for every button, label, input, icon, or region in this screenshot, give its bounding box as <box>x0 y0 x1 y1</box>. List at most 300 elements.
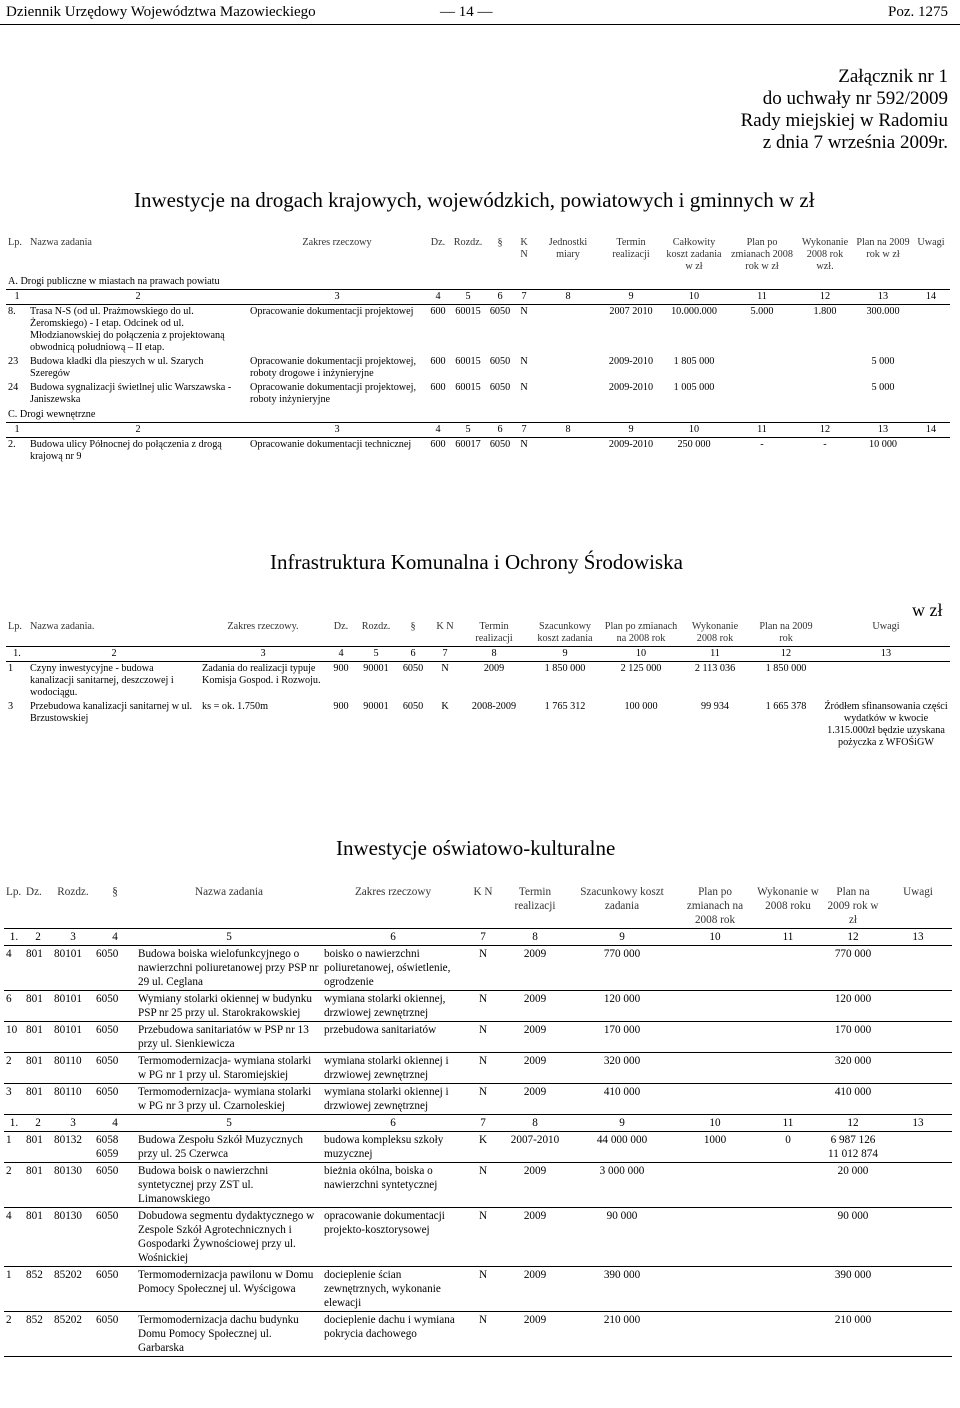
column-number: 3 <box>200 647 326 662</box>
table-cell <box>754 991 822 1022</box>
table-cell <box>676 1208 754 1267</box>
table-cell: 3 <box>4 1084 24 1115</box>
column-number-row <box>6 423 950 438</box>
table-cell: 90 000 <box>822 1208 884 1267</box>
table-cell <box>676 946 754 991</box>
table-cell: 90001 <box>363 701 389 712</box>
table-cell: Termomodernizacja- wymiana stolarki w PG nr 1 przy ul. Staromiejskiej <box>136 1053 322 1084</box>
column-header: § <box>497 237 503 248</box>
table-cell <box>884 1312 952 1357</box>
table-cell: 1 <box>4 1132 24 1163</box>
table-cell: 2009 <box>502 1084 568 1115</box>
table-cell: 60015 <box>455 356 481 367</box>
column-header: Wykonanie 2008 rok wzł. <box>801 237 849 272</box>
table-cell: Budowa boisk o nawierzchni syntetycznej przy ZST ul. Limanowskiego <box>136 1163 322 1208</box>
table-cell: 2009 <box>502 1208 568 1267</box>
table-cell: 90 000 <box>568 1208 676 1267</box>
table-cell <box>912 381 950 407</box>
column-number-row <box>4 1115 952 1132</box>
table-cell: 801 <box>24 1208 52 1267</box>
column-number: 1 <box>6 290 28 305</box>
table-cell: 801 <box>24 1132 52 1163</box>
table-cell: 1 <box>4 1267 24 1312</box>
table-cell: 801 <box>24 991 52 1022</box>
column-number-row <box>4 929 952 946</box>
table-cell: 10.000.000 <box>671 306 717 317</box>
table-cell: 390 000 <box>568 1267 676 1312</box>
column-number: 9 <box>568 929 676 946</box>
column-header: Lp. <box>6 886 22 898</box>
table-cell: 3 <box>8 701 14 712</box>
table-cell: boisko o nawierzchni poliuretanowej, oświetlenie, ogrodzenie <box>322 946 464 991</box>
table-cell <box>676 1163 754 1208</box>
table-cell: 852 <box>24 1267 52 1312</box>
table-cell <box>754 946 822 991</box>
table-cell <box>912 438 950 465</box>
column-header: Dz. <box>333 621 349 632</box>
column-number: 10 <box>660 423 728 438</box>
table-cell <box>754 1312 822 1357</box>
table-cell: K <box>441 701 449 712</box>
table-cell: Trasa N-S (od ul. Prażmowskiego do ul. Żeromskiego) - I etap. Odcinek od ul. Młodzianowskiej do połączenia z projektowaną obwodnicą południową – II etap. <box>30 306 225 353</box>
table-cell: 2009 <box>502 1267 568 1312</box>
table-cell <box>676 1267 754 1312</box>
table-row <box>6 700 950 750</box>
table-row <box>4 1208 952 1267</box>
column-header: Całkowity koszt zadania w zł <box>666 237 722 272</box>
table-cell: Termomodernizacja dachu budynku Domu Pomocy Społecznej ul. Garbarska <box>136 1312 322 1357</box>
table-row <box>6 381 950 407</box>
table-cell: 1000 <box>676 1132 754 1163</box>
table-cell: 120 000 <box>822 991 884 1022</box>
table-cell <box>754 1084 822 1115</box>
table-cell <box>676 1084 754 1115</box>
table-cell: Termomodernizacja pawilonu w Domu Pomocy Społecznej ul. Wyścigowa <box>136 1267 322 1312</box>
table-cell: 2009 <box>502 1053 568 1084</box>
column-header: Nazwa zadania. <box>30 621 95 632</box>
column-number: 13 <box>884 1115 952 1132</box>
column-number: 11 <box>754 929 822 946</box>
column-number: 12 <box>822 929 884 946</box>
table-cell: 120 000 <box>568 991 676 1022</box>
table-cell: 2. <box>8 439 16 450</box>
table-cell: 410 000 <box>568 1084 676 1115</box>
column-number: 6 <box>486 290 514 305</box>
table-cell: 900 <box>333 663 349 674</box>
table-cell: 1.800 <box>813 306 837 317</box>
section-row <box>6 274 950 290</box>
table-cell <box>884 991 952 1022</box>
table-cell: 6050 <box>94 1084 136 1115</box>
column-header: Szacunkowy koszt zadania <box>537 621 593 644</box>
table-cell: 801 <box>24 1084 52 1115</box>
table-cell <box>884 1053 952 1084</box>
table-cell <box>912 305 950 356</box>
table-cell <box>676 991 754 1022</box>
table-row <box>4 991 952 1022</box>
table-cell: 320 000 <box>822 1053 884 1084</box>
table-cell: Przebudowa kanalizacji sanitarnej w ul. Brzustowskiej <box>30 701 193 724</box>
table-cell: 10 <box>4 1022 24 1053</box>
column-number: 7 <box>464 1115 502 1132</box>
table-cell: 2009 <box>502 1163 568 1208</box>
table-cell: Opracowanie dokumentacji technicznej <box>250 439 412 450</box>
column-number: 13 <box>884 929 952 946</box>
annex-line: Rady miejskiej w Radomiu <box>740 110 948 131</box>
column-number: 3 <box>248 290 426 305</box>
column-header: Zakres rzeczowy. <box>227 621 299 632</box>
table-cell: Termomodernizacja- wymiana stolarki w PG nr 3 przy ul. Czarnoleskiej <box>136 1084 322 1115</box>
section-title-roads: Inwestycje na drogach krajowych, wojewódzkich, powiatowych i gminnych w zł <box>134 188 815 212</box>
column-header: Uwagi <box>917 237 945 248</box>
table-cell <box>912 355 950 381</box>
table-cell: 600 <box>430 306 446 317</box>
table-cell <box>754 1208 822 1267</box>
column-header: Wykonanie w 2008 roku <box>757 886 819 912</box>
table-row <box>4 1084 952 1115</box>
column-number: 8 <box>460 647 528 662</box>
table-cell: 6050 <box>94 1267 136 1312</box>
table-cell: Budowa ulicy Północnej do połączenia z drogą krajową nr 9 <box>30 439 222 462</box>
column-header: Dz. <box>430 237 446 248</box>
annex-line: z dnia 7 września 2009r. <box>762 132 948 153</box>
table-cell: N <box>520 356 528 367</box>
table-cell: Budowa sygnalizacji świetlnej ulic Warszawska - Janiszewska <box>30 382 232 405</box>
table-cell: N <box>464 1084 502 1115</box>
table-cell: Dobudowa segmentu dydaktycznego w Zespole Szkół Agrotechnicznych i Gospodarki Żywnościowej przy ul. Wośnickiej <box>136 1208 322 1267</box>
table-cell: 20 000 <box>822 1163 884 1208</box>
annex-line: Załącznik nr 1 <box>838 66 948 87</box>
table-cell: 80101 <box>52 1022 94 1053</box>
roads-table <box>6 236 950 464</box>
column-number: 6 <box>486 423 514 438</box>
table-cell: 1 005 000 <box>673 382 715 393</box>
table-cell: 90001 <box>363 663 389 674</box>
table-cell: 10 000 <box>868 439 897 450</box>
column-number: 5 <box>136 1115 322 1132</box>
column-header: K N <box>520 237 528 260</box>
table-row <box>6 305 950 356</box>
table-cell: Wymiany stolarki okiennej w budynku PSP nr 25 przy ul. Starokrakowskiej <box>136 991 322 1022</box>
column-number: 2 <box>28 647 200 662</box>
table-cell: budowa kompleksu szkoły muzycznej <box>322 1132 464 1163</box>
table-cell: 0 <box>754 1132 822 1163</box>
table-cell: 99 934 <box>700 701 729 712</box>
column-number: 9 <box>602 423 660 438</box>
column-header: Plan po zmianach na 2008 rok <box>686 886 744 926</box>
column-header: Jednostki miary <box>548 237 588 260</box>
table-cell: 801 <box>24 1163 52 1208</box>
column-number: 9 <box>602 290 660 305</box>
table-cell: N <box>464 1163 502 1208</box>
table-cell: 6050 <box>489 356 511 367</box>
infrastructure-table <box>6 620 950 750</box>
table-cell <box>884 1022 952 1053</box>
table-cell: 801 <box>24 1053 52 1084</box>
table-row <box>4 1163 952 1208</box>
column-number: 3 <box>52 1115 94 1132</box>
table-cell: Przebudowa sanitariatów w PSP nr 13 przy ul. Sienkiewicza <box>136 1022 322 1053</box>
table-row <box>4 1267 952 1312</box>
column-number: 10 <box>602 647 680 662</box>
column-number: 10 <box>676 1115 754 1132</box>
column-number: 11 <box>728 290 796 305</box>
table-cell: docieplenie dachu i wymiana pokrycia dachowego <box>322 1312 464 1357</box>
table-cell: 5 000 <box>871 356 895 367</box>
column-header: Uwagi <box>872 621 900 632</box>
table-cell: 300.000 <box>866 306 900 317</box>
table-cell: 5 000 <box>871 382 895 393</box>
table-cell: 4 <box>4 1208 24 1267</box>
table-cell: 6050 <box>489 382 511 393</box>
table-cell: 600 <box>430 439 446 450</box>
column-header: Termin realizacji <box>475 621 513 644</box>
column-number: 9 <box>528 647 602 662</box>
table-cell <box>884 1132 952 1163</box>
page-header <box>0 0 960 26</box>
column-number: 7 <box>464 929 502 946</box>
table-cell: 80110 <box>52 1053 94 1084</box>
table-cell: 80132 <box>52 1132 94 1163</box>
table-cell: N <box>464 991 502 1022</box>
column-number: 10 <box>660 290 728 305</box>
table-cell: 250 000 <box>677 439 711 450</box>
table-cell: 6050 <box>94 1022 136 1053</box>
table-cell: N <box>464 1022 502 1053</box>
column-header: Rozdz. <box>453 237 483 248</box>
table-cell: 170 000 <box>822 1022 884 1053</box>
table-cell: 100 000 <box>624 701 658 712</box>
section-title-education: Inwestycje oświatowo-kulturalne <box>336 836 616 860</box>
column-header: Zakres rzeczowy <box>354 886 432 898</box>
column-number: 12 <box>750 647 822 662</box>
table-cell: 600 <box>430 382 446 393</box>
table-cell: N <box>464 1267 502 1312</box>
column-header: K N <box>473 886 493 898</box>
annex-line: do uchwały nr 592/2009 <box>762 88 948 109</box>
column-header: Termin realizacji <box>612 237 650 260</box>
table-cell: 60015 <box>455 306 481 317</box>
table-row <box>6 438 950 465</box>
column-number: 2 <box>24 1115 52 1132</box>
table-cell: bieżnia okólna, boiska o nawierzchni syntetycznej <box>322 1163 464 1208</box>
table-cell: N <box>441 663 449 674</box>
table-cell <box>754 1053 822 1084</box>
column-number: 4 <box>94 929 136 946</box>
column-number: 6 <box>322 1115 464 1132</box>
column-header: § <box>410 621 416 632</box>
header-rule <box>0 24 960 25</box>
column-header: Nazwa zadania <box>30 237 92 248</box>
table-cell: 44 000 000 <box>568 1132 676 1163</box>
table-cell: 60017 <box>455 439 481 450</box>
table-cell: 2007-2010 <box>502 1132 568 1163</box>
column-number: 12 <box>796 423 854 438</box>
table-cell: 85202 <box>52 1267 94 1312</box>
table-cell: 170 000 <box>568 1022 676 1053</box>
table-cell: Budowa Zespołu Szkół Muzycznych przy ul. 25 Czerwca <box>136 1132 322 1163</box>
column-number: 14 <box>912 290 950 305</box>
table-cell: 1 850 000 <box>544 663 586 674</box>
column-number: 1. <box>4 1115 24 1132</box>
table-cell: ks = ok. 1.750m <box>202 701 269 712</box>
table-cell: 410 000 <box>822 1084 884 1115</box>
column-number: 12 <box>796 290 854 305</box>
table-cell: N <box>464 1053 502 1084</box>
table-cell: wymiana stolarki okiennej i drzwiowej zewnętrznej <box>322 1084 464 1115</box>
column-number: 9 <box>568 1115 676 1132</box>
table-cell: 770 000 <box>822 946 884 991</box>
header-row <box>6 236 950 274</box>
table-row <box>4 946 952 991</box>
table-cell: Zadania do realizacji typuje Komisja Gospod. i Rozwoju. <box>202 663 321 686</box>
table-cell <box>884 946 952 991</box>
column-number: 2 <box>28 423 248 438</box>
column-header: Nazwa zadania <box>194 886 263 898</box>
table-row <box>4 1022 952 1053</box>
column-header: Plan na 2009 rok <box>759 621 813 644</box>
table-cell: 6050 <box>94 1163 136 1208</box>
table-cell <box>534 305 602 356</box>
column-number: 6 <box>396 647 430 662</box>
column-number: 7 <box>514 290 534 305</box>
column-header: Plan po zmianach na 2008 rok <box>604 621 678 644</box>
table-cell <box>796 381 854 407</box>
table-cell: 2 <box>4 1163 24 1208</box>
education-table <box>4 884 952 1357</box>
column-header: Rozdz. <box>57 886 89 898</box>
column-number: 14 <box>912 423 950 438</box>
table-cell: 210 000 <box>822 1312 884 1357</box>
table-row <box>6 662 950 701</box>
table-cell: 80110 <box>52 1084 94 1115</box>
table-cell: N <box>464 946 502 991</box>
column-header: Plan na 2009 rok w zł <box>827 886 879 926</box>
table-cell: 6050 <box>94 1208 136 1267</box>
column-header: K N <box>436 621 454 632</box>
annex-block <box>741 66 948 154</box>
table-cell: Budowa boiska wielofunkcyjnego o nawierzchni poliuretanowej przy PSP nr 29 ul. Ceglana <box>136 946 322 991</box>
table-cell <box>884 1208 952 1267</box>
column-number: 1 <box>6 423 28 438</box>
column-number: 7 <box>514 423 534 438</box>
table-row <box>4 1132 952 1163</box>
table-cell: 1 765 312 <box>544 701 586 712</box>
table-cell: 6058 6059 <box>94 1132 136 1163</box>
table-cell: 210 000 <box>568 1312 676 1357</box>
table-cell: N <box>464 1312 502 1357</box>
table-cell: wymiana stolarki okiennej, drzwiowej zewnętrznej <box>322 991 464 1022</box>
table-cell: 2009 <box>502 946 568 991</box>
table-cell: 770 000 <box>568 946 676 991</box>
column-number: 8 <box>534 290 602 305</box>
table-cell: 600 <box>430 356 446 367</box>
column-number: 8 <box>502 1115 568 1132</box>
table-cell: 1 850 000 <box>765 663 807 674</box>
table-cell: 2009 <box>483 663 505 674</box>
table-cell: 2 113 036 <box>694 663 736 674</box>
column-header: Dz. <box>26 886 42 898</box>
table-cell: N <box>464 1208 502 1267</box>
table-cell: 80101 <box>52 946 94 991</box>
section-title-infrastructure: Infrastruktura Komunalna i Ochrony Środowiska <box>270 550 683 574</box>
column-number: 1. <box>4 929 24 946</box>
table-cell <box>676 1053 754 1084</box>
column-header: Rozdz. <box>361 621 391 632</box>
table-cell: N <box>520 439 528 450</box>
column-number: 13 <box>854 423 912 438</box>
table-cell: 80101 <box>52 991 94 1022</box>
column-number: 5 <box>450 290 486 305</box>
table-cell: 390 000 <box>822 1267 884 1312</box>
table-cell <box>754 1267 822 1312</box>
column-number: 11 <box>754 1115 822 1132</box>
table-cell: wymiana stolarki okiennej i drzwiowej zewnętrznej <box>322 1053 464 1084</box>
column-number: 10 <box>676 929 754 946</box>
table-cell: opracowanie dokumentacji projekto-kosztorysowej <box>322 1208 464 1267</box>
column-header: Szacunkowy koszt zadania <box>580 886 664 912</box>
column-number: 8 <box>502 929 568 946</box>
column-number: 6 <box>322 929 464 946</box>
table-cell: 4 <box>4 946 24 991</box>
table-cell: 1 805 000 <box>673 356 715 367</box>
table-cell: 2009-2010 <box>608 382 654 393</box>
table-cell: Budowa kładki dla pieszych w ul. Szarych Szeregów <box>30 356 204 379</box>
table-cell: 60015 <box>455 382 481 393</box>
column-number: 5 <box>450 423 486 438</box>
table-cell: 2009 <box>502 1022 568 1053</box>
column-header: Lp. <box>8 237 22 248</box>
table-cell: 1 665 378 <box>765 701 807 712</box>
table-cell: 8. <box>8 306 16 317</box>
column-header: Termin realizacji <box>514 886 556 912</box>
column-number: 12 <box>822 1115 884 1132</box>
column-header: Zakres rzeczowy <box>302 237 372 248</box>
column-number: 5 <box>356 647 396 662</box>
column-number: 4 <box>426 423 450 438</box>
table-row <box>6 355 950 381</box>
unit-label: w zł <box>912 600 943 620</box>
table-cell <box>728 355 796 381</box>
table-cell: 900 <box>333 701 349 712</box>
column-header: Lp. <box>8 621 22 632</box>
header-row <box>4 884 952 929</box>
table-cell: 2 125 000 <box>620 663 662 674</box>
table-cell: 6050 <box>489 439 511 450</box>
table-cell <box>676 1022 754 1053</box>
table-cell: 23 <box>8 356 19 367</box>
table-cell: 5.000 <box>750 306 774 317</box>
column-number: 2 <box>24 929 52 946</box>
table-row <box>4 1312 952 1357</box>
column-number: 5 <box>136 929 322 946</box>
table-cell <box>884 1084 952 1115</box>
table-cell: 80130 <box>52 1208 94 1267</box>
column-number: 3 <box>52 929 94 946</box>
column-number: 4 <box>426 290 450 305</box>
table-cell <box>728 381 796 407</box>
table-cell <box>534 438 602 465</box>
header-row <box>6 620 950 647</box>
table-cell: 85202 <box>52 1312 94 1357</box>
table-cell: N <box>520 382 528 393</box>
table-cell: 6050 <box>489 306 511 317</box>
position-number: Poz. 1275 <box>888 4 948 20</box>
column-number: 4 <box>326 647 356 662</box>
table-cell: 6050 <box>94 1312 136 1357</box>
table-cell: 3 000 000 <box>568 1163 676 1208</box>
column-header: Plan po zmianach 2008 rok w zł <box>731 237 793 272</box>
